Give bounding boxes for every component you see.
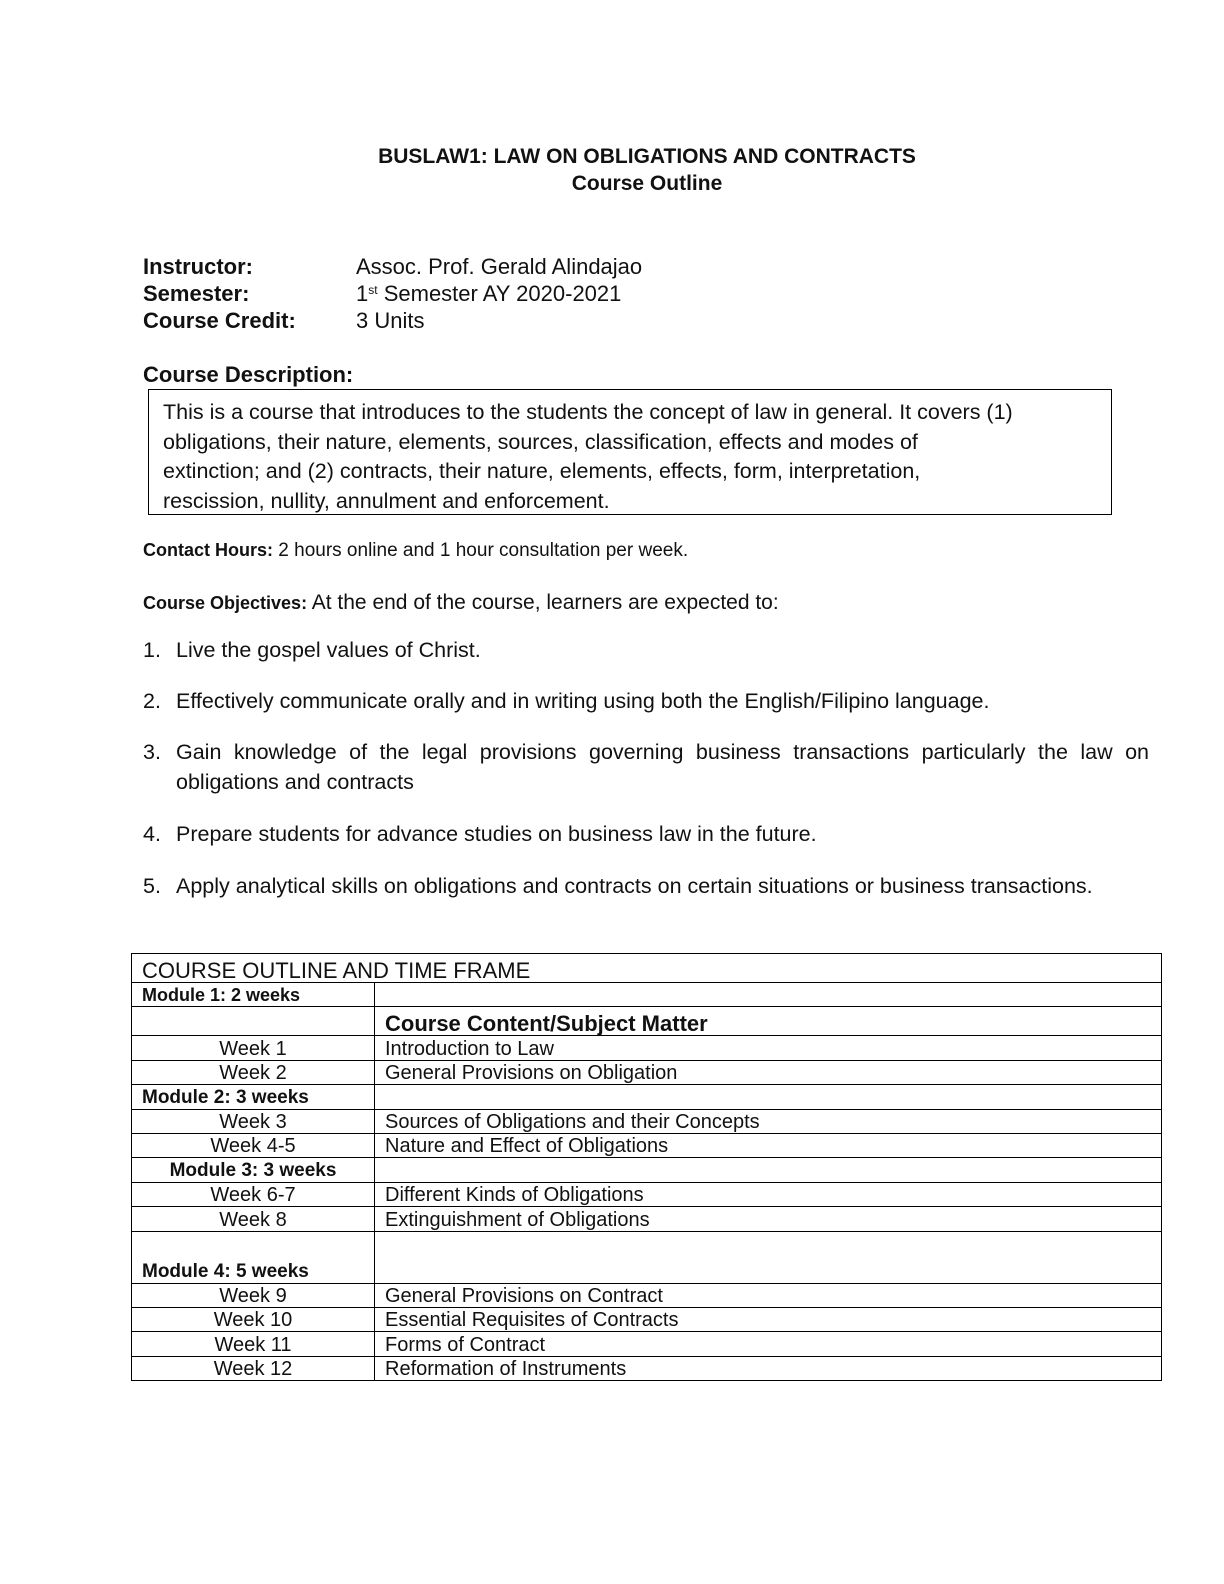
content-header: Course Content/Subject Matter [375,1007,1162,1036]
description-line: extinction; and (2) contracts, their nature, elements, effects, form, interpretation, [163,459,921,483]
instructor-row [143,253,642,280]
course-info [143,253,642,334]
topic-cell: General Provisions on Contract [375,1283,1162,1307]
objective-item [143,737,1149,797]
topic-cell: Forms of Contract [375,1332,1162,1356]
semester-value [356,280,621,307]
topic-cell: Nature and Effect of Obligations [375,1133,1162,1157]
table-title-row [132,954,1162,983]
objective-number: 4. [143,822,161,846]
objective-number: 2. [143,689,161,713]
empty-cell [375,983,1162,1007]
objective-number: 3. [143,740,161,764]
description-heading: Course Description: [143,362,354,387]
contact-hours [143,540,688,562]
credit-value: 3 Units [356,308,425,333]
objective-number: 1. [143,638,161,662]
table-row [132,1207,1162,1231]
semester-rest: Semester AY 2020-2021 [377,281,622,306]
description-line: obligations, their nature, elements, sources, classification, effects and modes of [163,429,918,454]
table-row [132,1060,1162,1084]
document-subtitle: Course Outline [571,172,723,195]
week-cell: Week 4-5 [132,1133,375,1157]
module-row [132,1158,1162,1182]
objective-number: 5. [143,874,161,898]
contact-hours-value: 2 hours online and 1 hour consultation per week. [273,540,689,561]
course-outline-table [131,953,1162,1381]
semester-label: Semester: [143,281,250,306]
week-cell: Week 1 [132,1036,375,1060]
semester-ordinal: 1 [356,281,369,306]
module-label: Module 3: 3 weeks [132,1158,375,1182]
empty-cell [132,1007,375,1036]
topic-cell: Reformation of Instruments [375,1356,1162,1380]
topic-cell: Sources of Obligations and their Concepts [375,1109,1162,1133]
topic-cell: Extinguishment of Obligations [375,1207,1162,1231]
description-line: This is a course that introduces to the students the concept of law in general. It covers (1) [163,400,1013,424]
credit-row [143,307,642,334]
table-row [132,1036,1162,1060]
instructor-label: Instructor: [143,254,253,279]
module-row [132,1231,1162,1283]
objectives-label: Course Objectives: [143,593,308,613]
semester-ordinal-suffix: st [368,283,378,297]
empty-cell [375,1231,1162,1283]
module-label: Module 2: 3 weeks [132,1085,375,1109]
table-row [132,1332,1162,1356]
table-row [132,1356,1162,1380]
week-cell: Week 2 [132,1060,375,1084]
document-title: BUSLAW1: LAW ON OBLIGATIONS AND CONTRACTS [378,145,916,168]
topic-cell: Different Kinds of Obligations [375,1182,1162,1206]
week-cell: Week 12 [132,1356,375,1380]
table-row [132,1283,1162,1307]
objectives-intro: At the end of the course, learners are expected to: [307,591,779,614]
objective-text: Prepare students for advance studies on business law in the future. [176,822,817,846]
objective-item [143,819,1149,849]
module-row [132,983,1162,1007]
semester-row [143,280,642,307]
module-label: Module 1: 2 weeks [132,983,375,1007]
objective-item [143,635,1149,665]
objective-text: Live the gospel values of Christ. [176,638,481,662]
topic-cell: General Provisions on Obligation [375,1060,1162,1084]
module-label: Module 4: 5 weeks [132,1231,375,1283]
empty-cell [375,1085,1162,1109]
objective-text: Gain knowledge of the legal provisions governing business transactions particularly the law on obligations and contracts [176,740,1149,794]
topic-cell: Introduction to Law [375,1036,1162,1060]
table-title: COURSE OUTLINE AND TIME FRAME [132,954,1162,983]
credit-label: Course Credit: [143,308,296,333]
table-row [132,1109,1162,1133]
objectives-heading [143,591,779,615]
description-line: rescission, nullity, annulment and enforcement. [163,488,610,513]
contact-hours-label: Contact Hours: [143,540,273,560]
week-cell: Week 3 [132,1109,375,1133]
table-row [132,1182,1162,1206]
week-cell: Week 8 [132,1207,375,1231]
objective-item [143,871,1149,901]
objective-item [143,686,1149,716]
module-row [132,1085,1162,1109]
week-cell: Week 11 [132,1332,375,1356]
objective-text: Apply analytical skills on obligations and contracts on certain situations or business transactions. [176,874,1093,898]
instructor-value: Assoc. Prof. Gerald Alindajao [356,254,643,279]
objective-text: Effectively communicate orally and in writing using both the English/Filipino language. [176,689,990,713]
table-row [132,1133,1162,1157]
week-cell: Week 9 [132,1283,375,1307]
week-cell: Week 6-7 [132,1182,375,1206]
week-cell: Week 10 [132,1307,375,1331]
table-row [132,1307,1162,1331]
empty-cell [375,1158,1162,1182]
topic-cell: Essential Requisites of Contracts [375,1307,1162,1331]
content-header-row [132,1007,1162,1036]
description-box [148,389,1112,515]
